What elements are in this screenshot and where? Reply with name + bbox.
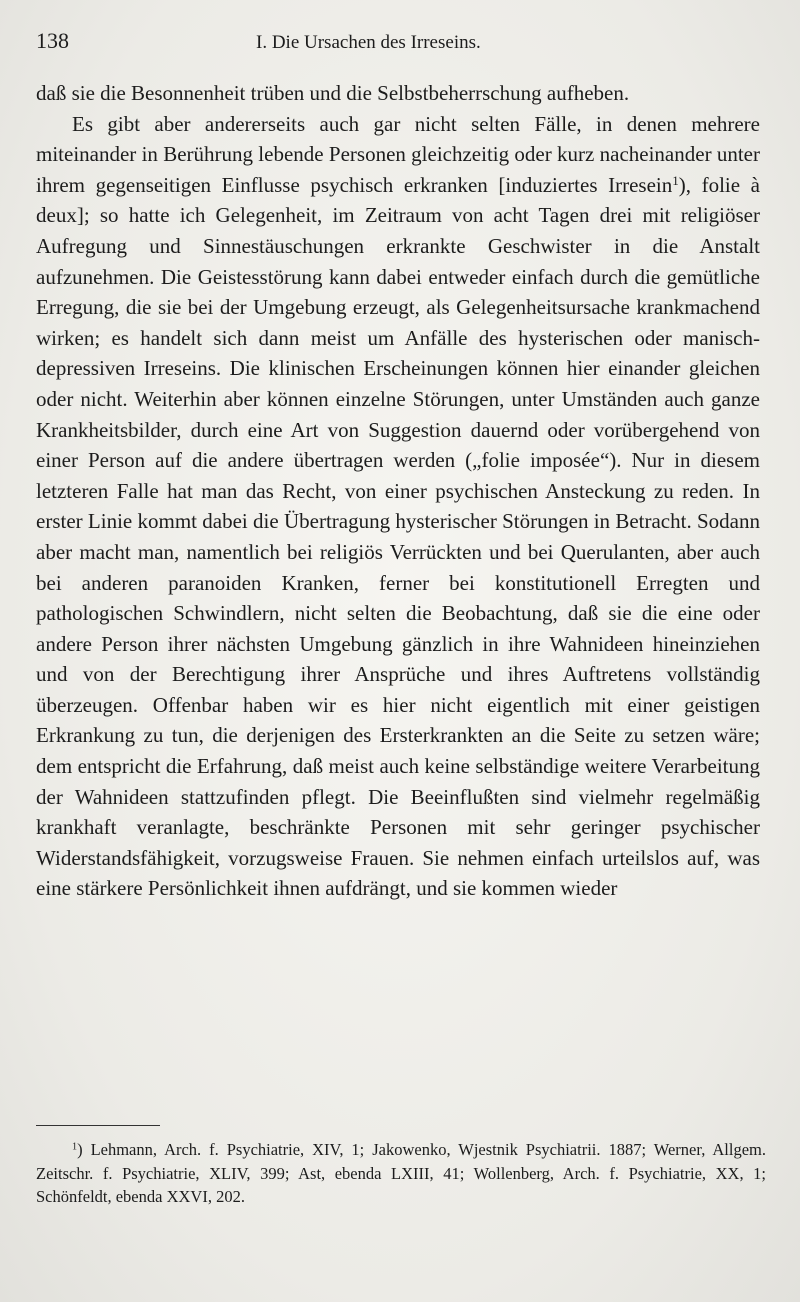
running-title: I. Die Ursachen des Irreseins. — [256, 32, 481, 53]
footnote-reference: 1 — [672, 172, 679, 188]
body-text — [36, 78, 760, 904]
paragraph — [36, 109, 760, 904]
paragraph: daß sie die Besonnenheit trüben und die Selbstbeherrschung aufheben. — [36, 81, 630, 105]
footnote — [36, 1138, 766, 1209]
page-number: 138 — [36, 28, 69, 53]
footnote-marker: 1 — [72, 1141, 78, 1153]
paragraph-text: Es gibt aber andererseits auch gar nicht selten Fälle, in denen mehrere miteinander in Berührung lebende Personen gleichzeitig oder kurz nacheinander unter ihrem gegenseitigen Einflusse psychisch erkranken [induziertes Irresein — [36, 111, 760, 197]
paragraph-text: ), folie à deux]; so hatte ich Gelegenheit, im Zeitraum von acht Tagen drei mit religiöser Aufregung und Sinnestäuschungen erkrankte Geschwister in die Anstalt aufzunehmen. Die Geistesstörung kann dabei entweder einfach durch die gemütliche Erregung, die sie bei der Umgebung erzeugt, als Gelegenheitsursache krankmachend wirken; es handelt sich dann meist um Anfälle des hysterischen oder manisch-depressiven Irreseins. Die klinischen Erscheinungen können hier einander gleichen oder nicht. Weiterhin aber können einzelne Störungen, unter Umständen auch ganze Krankheitsbilder, durch eine Art von Suggestion dauernd oder vorübergehend von einer Person auf die andere übertragen werden („folie imposée“). Nur in diesem letzteren Falle hat man das Recht, von einer psychischen Ansteckung zu reden. In erster Linie kommt dabei die Übertragung hysterischer Störungen in Betracht. Sodann aber macht man, namentlich bei religiös Verrückten und bei Querulanten, aber auch bei anderen paranoiden Kranken, ferner bei konstitutionell Erregten und pathologischen Schwindlern, nicht selten die Beobachtung, daß sie die eine oder andere Person ihrer nächsten Umgebung gänzlich in ihre Wahnideen hineinziehen und von der Berechtigung ihrer Ansprüche und ihres Auftretens vollständig überzeugen. Offenbar haben wir es hier nicht eigentlich mit einer geistigen Erkrankung zu tun, die derjenigen des Ersterkrankten an die Seite zu setzen wäre; dem entspricht die Erfahrung, daß meist auch keine selbständige weitere Verarbeitung der Wahnideen stattzufinden pflegt. Die Beeinflußten sind vielmehr regelmäßig krankhaft veranlagte, beschränkte Personen mit sehr geringer psychischer Widerstandsfähigkeit, vorzugsweise Frauen. Sie nehmen einfach urteilslos auf, was eine stärkere Persönlichkeit ihnen aufdrängt, und sie kommen wieder — [36, 172, 760, 901]
footnote-divider — [36, 1125, 160, 1126]
running-head — [36, 28, 764, 64]
footnotes — [36, 1138, 766, 1209]
footnote-text: ) Lehmann, Arch. f. Psychiatrie, XIV, 1; Jakowenko, Wjestnik Psychiatrii. 1887; Werner, Allgem. Zeitschr. f. Psychiatrie, XLIV, 399; Ast, ebenda LXIII, 41; Wollenberg, Arch. f. Psychiatrie, XX, 1; Schönfeldt, ebenda XXVI, 202. — [36, 1140, 766, 1206]
